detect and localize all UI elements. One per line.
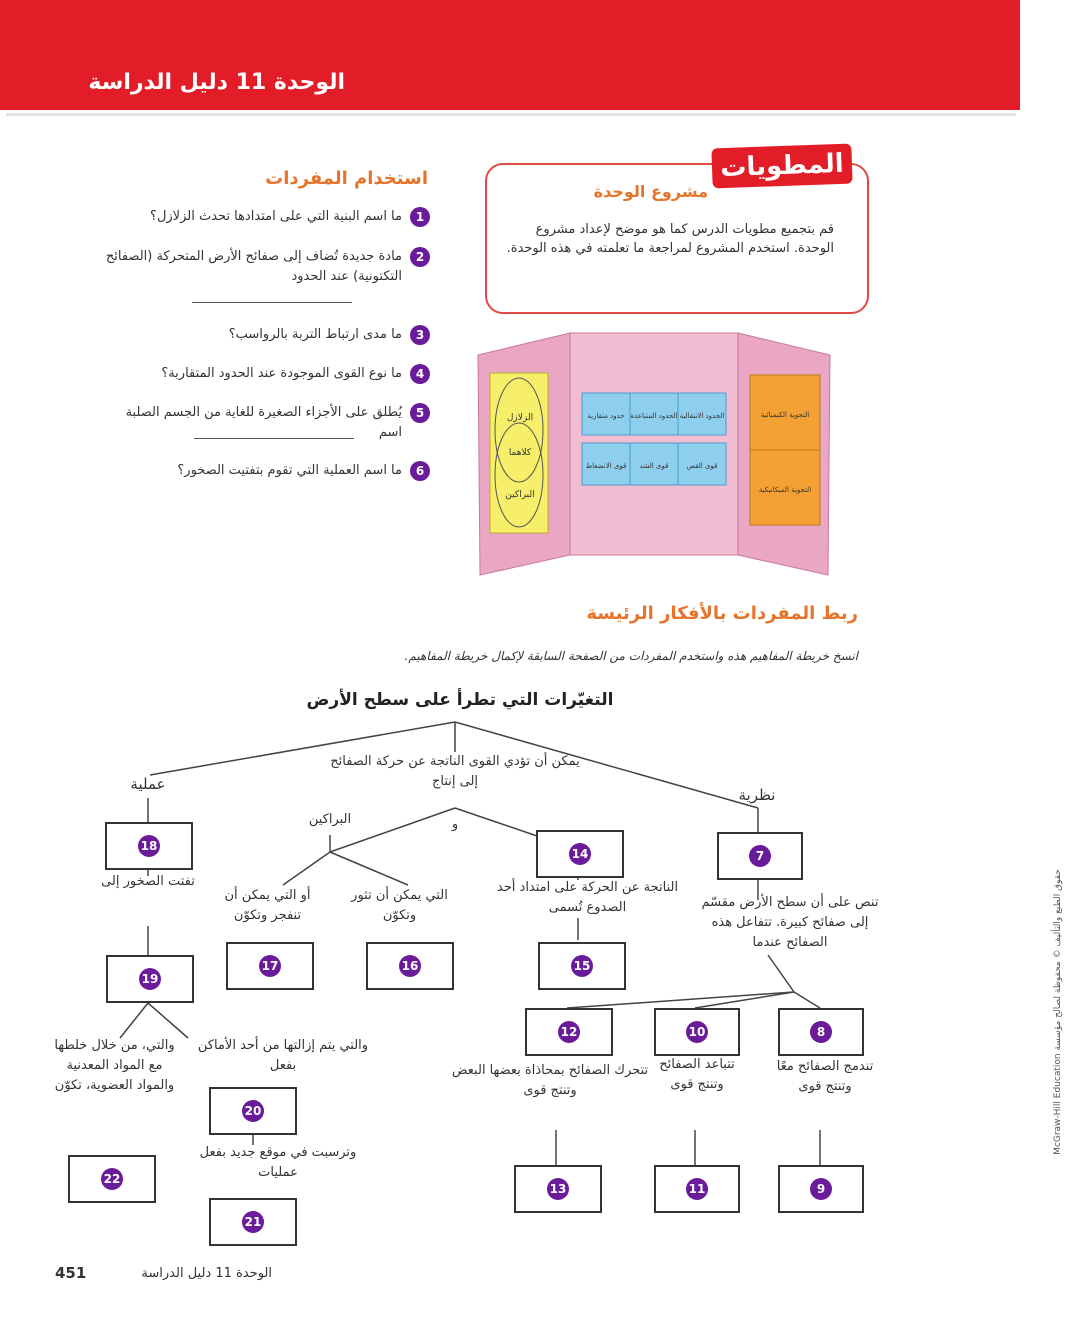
node-number: 7 (749, 845, 771, 867)
blue-tab-label: قوى الشد (639, 462, 669, 470)
concept-node[interactable] (514, 1165, 602, 1213)
volcano-a-text: التي يمكن أن تثور وتكوّن (351, 888, 448, 923)
copyright-credit: حقوق الطبع والتأليف © محفوظة لصالح مؤسسة McGraw-Hill Education (1053, 869, 1063, 1155)
blue-tab-label: الحدود المتباعدة (630, 412, 678, 420)
node-number: 22 (101, 1168, 123, 1190)
page-title: الوحدة 11 دليل الدراسة (88, 70, 345, 95)
slide-text: تتحرك الصفائح بمحاذاة بعضها البعض وتنتج قوى (451, 1063, 649, 1098)
node-number: 14 (569, 843, 591, 865)
concept-map-title: التغيّرات التي تطرأ على سطح الأرض (306, 690, 614, 710)
concept-node[interactable] (209, 1198, 297, 1246)
blue-tab-label: الحدود الانتقالية (679, 412, 725, 420)
question-text: مادة جديدة تُضاف إلى صفائح الأرض المتحركة (الصفائح التكتونية) عند الحدود (105, 249, 402, 284)
question-text: ما اسم البنية التي على امتدادها تحدث الزلازل؟ (150, 209, 402, 224)
concept-node[interactable] (536, 830, 624, 878)
node-number: 21 (242, 1211, 264, 1233)
question-number: 2 (410, 247, 430, 267)
footer-text: الوحدة 11 دليل الدراسة (141, 1266, 272, 1281)
concept-node[interactable] (538, 942, 626, 990)
concept-node[interactable] (778, 1165, 864, 1213)
project-text: قم بتجميع مطويات الدرس كما هو موضح لإعداد مشروع الوحدة. استخدم المشروع لمراجعة ما تعلمته في هذه الوحدة. (506, 222, 834, 256)
question-text: ما اسم العملية التي تقوم بتفتيت الصخور؟ (177, 463, 402, 478)
question-text: ما نوع القوى الموجودة عند الحدود المتقاربة؟ (161, 366, 402, 381)
map-section-title: ربط المفردات بالأفكار الرئيسة (586, 603, 858, 624)
node-number: 15 (571, 955, 593, 977)
venn-label: البراكين (505, 490, 535, 500)
node-number: 12 (558, 1021, 580, 1043)
apart-text: تتباعد الصفائح وتنتج قوى (659, 1057, 735, 1092)
breaks-text: تفتت الصخور إلى (101, 874, 195, 889)
question-number: 3 (410, 325, 430, 345)
concept-node[interactable] (778, 1008, 864, 1056)
concept-node[interactable] (209, 1087, 297, 1135)
node-number: 13 (547, 1178, 569, 1200)
volcanoes-label: البراكين (308, 812, 352, 827)
branch-theory: نظرية (738, 786, 776, 804)
venn-label: كلاهما (508, 448, 532, 458)
deposited-text: وترسبت في موقع جديد بفعل عمليات (199, 1145, 357, 1180)
concept-node[interactable] (68, 1155, 156, 1203)
orange-tab-label: التجوية الميكانيكية (758, 486, 812, 494)
concept-node[interactable] (226, 942, 314, 990)
node-number: 8 (810, 1021, 832, 1043)
center-text: يمكن أن تؤدي القوى الناتجة عن حركة الصفائح إلى إنتاج (330, 754, 580, 789)
blue-tab-label: قوى الانضغاط (585, 462, 627, 470)
concept-node[interactable] (654, 1165, 740, 1213)
mix-text: والتي، من خلال خلطها مع المواد المعدنية والمواد العضوية، تكوّن (54, 1038, 175, 1093)
node-number: 17 (259, 955, 281, 977)
node-number: 20 (242, 1100, 264, 1122)
theory-text: تنص على أن سطح الأرض مقسّم إلى صفائح كبيرة. تتفاعل هذه الصفائح عندما (701, 895, 879, 950)
fault-text: الناتجة عن الحركة على امتداد أحد الصدوع تُسمى (496, 880, 679, 915)
question-number: 5 (410, 403, 430, 423)
vocab-title: استخدام المفردات (265, 168, 428, 189)
node-number: 18 (138, 835, 160, 857)
node-number: 9 (810, 1178, 832, 1200)
blue-tab-label: قوى القص (686, 462, 718, 470)
concept-node[interactable] (105, 822, 193, 870)
volcano-b-text: أو التي يمكن أن تنفجر وتكوّن (224, 888, 311, 923)
branch-process: عملية (130, 775, 166, 793)
concept-node[interactable] (717, 832, 803, 880)
concept-node[interactable] (106, 955, 194, 1003)
together-text: تندمج الصفائح معًا وتنتج قوى (776, 1059, 874, 1094)
page-number: 451 (55, 1264, 87, 1282)
question-number: 6 (410, 461, 430, 481)
node-number: 16 (399, 955, 421, 977)
map-instruction: انسخ خريطة المفاهيم هذه واستخدم المفردات من الصفحة السابقة لإكمال خريطة المفاهيم. (404, 649, 858, 663)
node-number: 11 (686, 1178, 708, 1200)
question-number: 4 (410, 364, 430, 384)
node-number: 19 (139, 968, 161, 990)
project-title: مشروع الوحدة (593, 182, 708, 201)
node-number: 10 (686, 1021, 708, 1043)
and-label: و (451, 817, 459, 832)
question-text: يُطلق على الأجزاء الصغيرة للغاية من الجسم الصلبة اسم (125, 405, 402, 440)
concept-node[interactable] (654, 1008, 740, 1056)
question-number: 1 (410, 207, 430, 227)
concept-node[interactable] (525, 1008, 613, 1056)
foldables-tag: المطويات (711, 144, 852, 189)
removed-text: والتي يتم إزالتها من أحد الأماكن بفعل (197, 1038, 369, 1073)
venn-label: الزلازل (506, 413, 534, 423)
concept-node[interactable] (366, 942, 454, 990)
blue-tab-label: حدود متقاربة (587, 412, 625, 420)
orange-tab-label: التجوية الكيميائية (760, 411, 810, 419)
question-text: ما مدى ارتباط التربة بالرواسب؟ (228, 327, 402, 342)
